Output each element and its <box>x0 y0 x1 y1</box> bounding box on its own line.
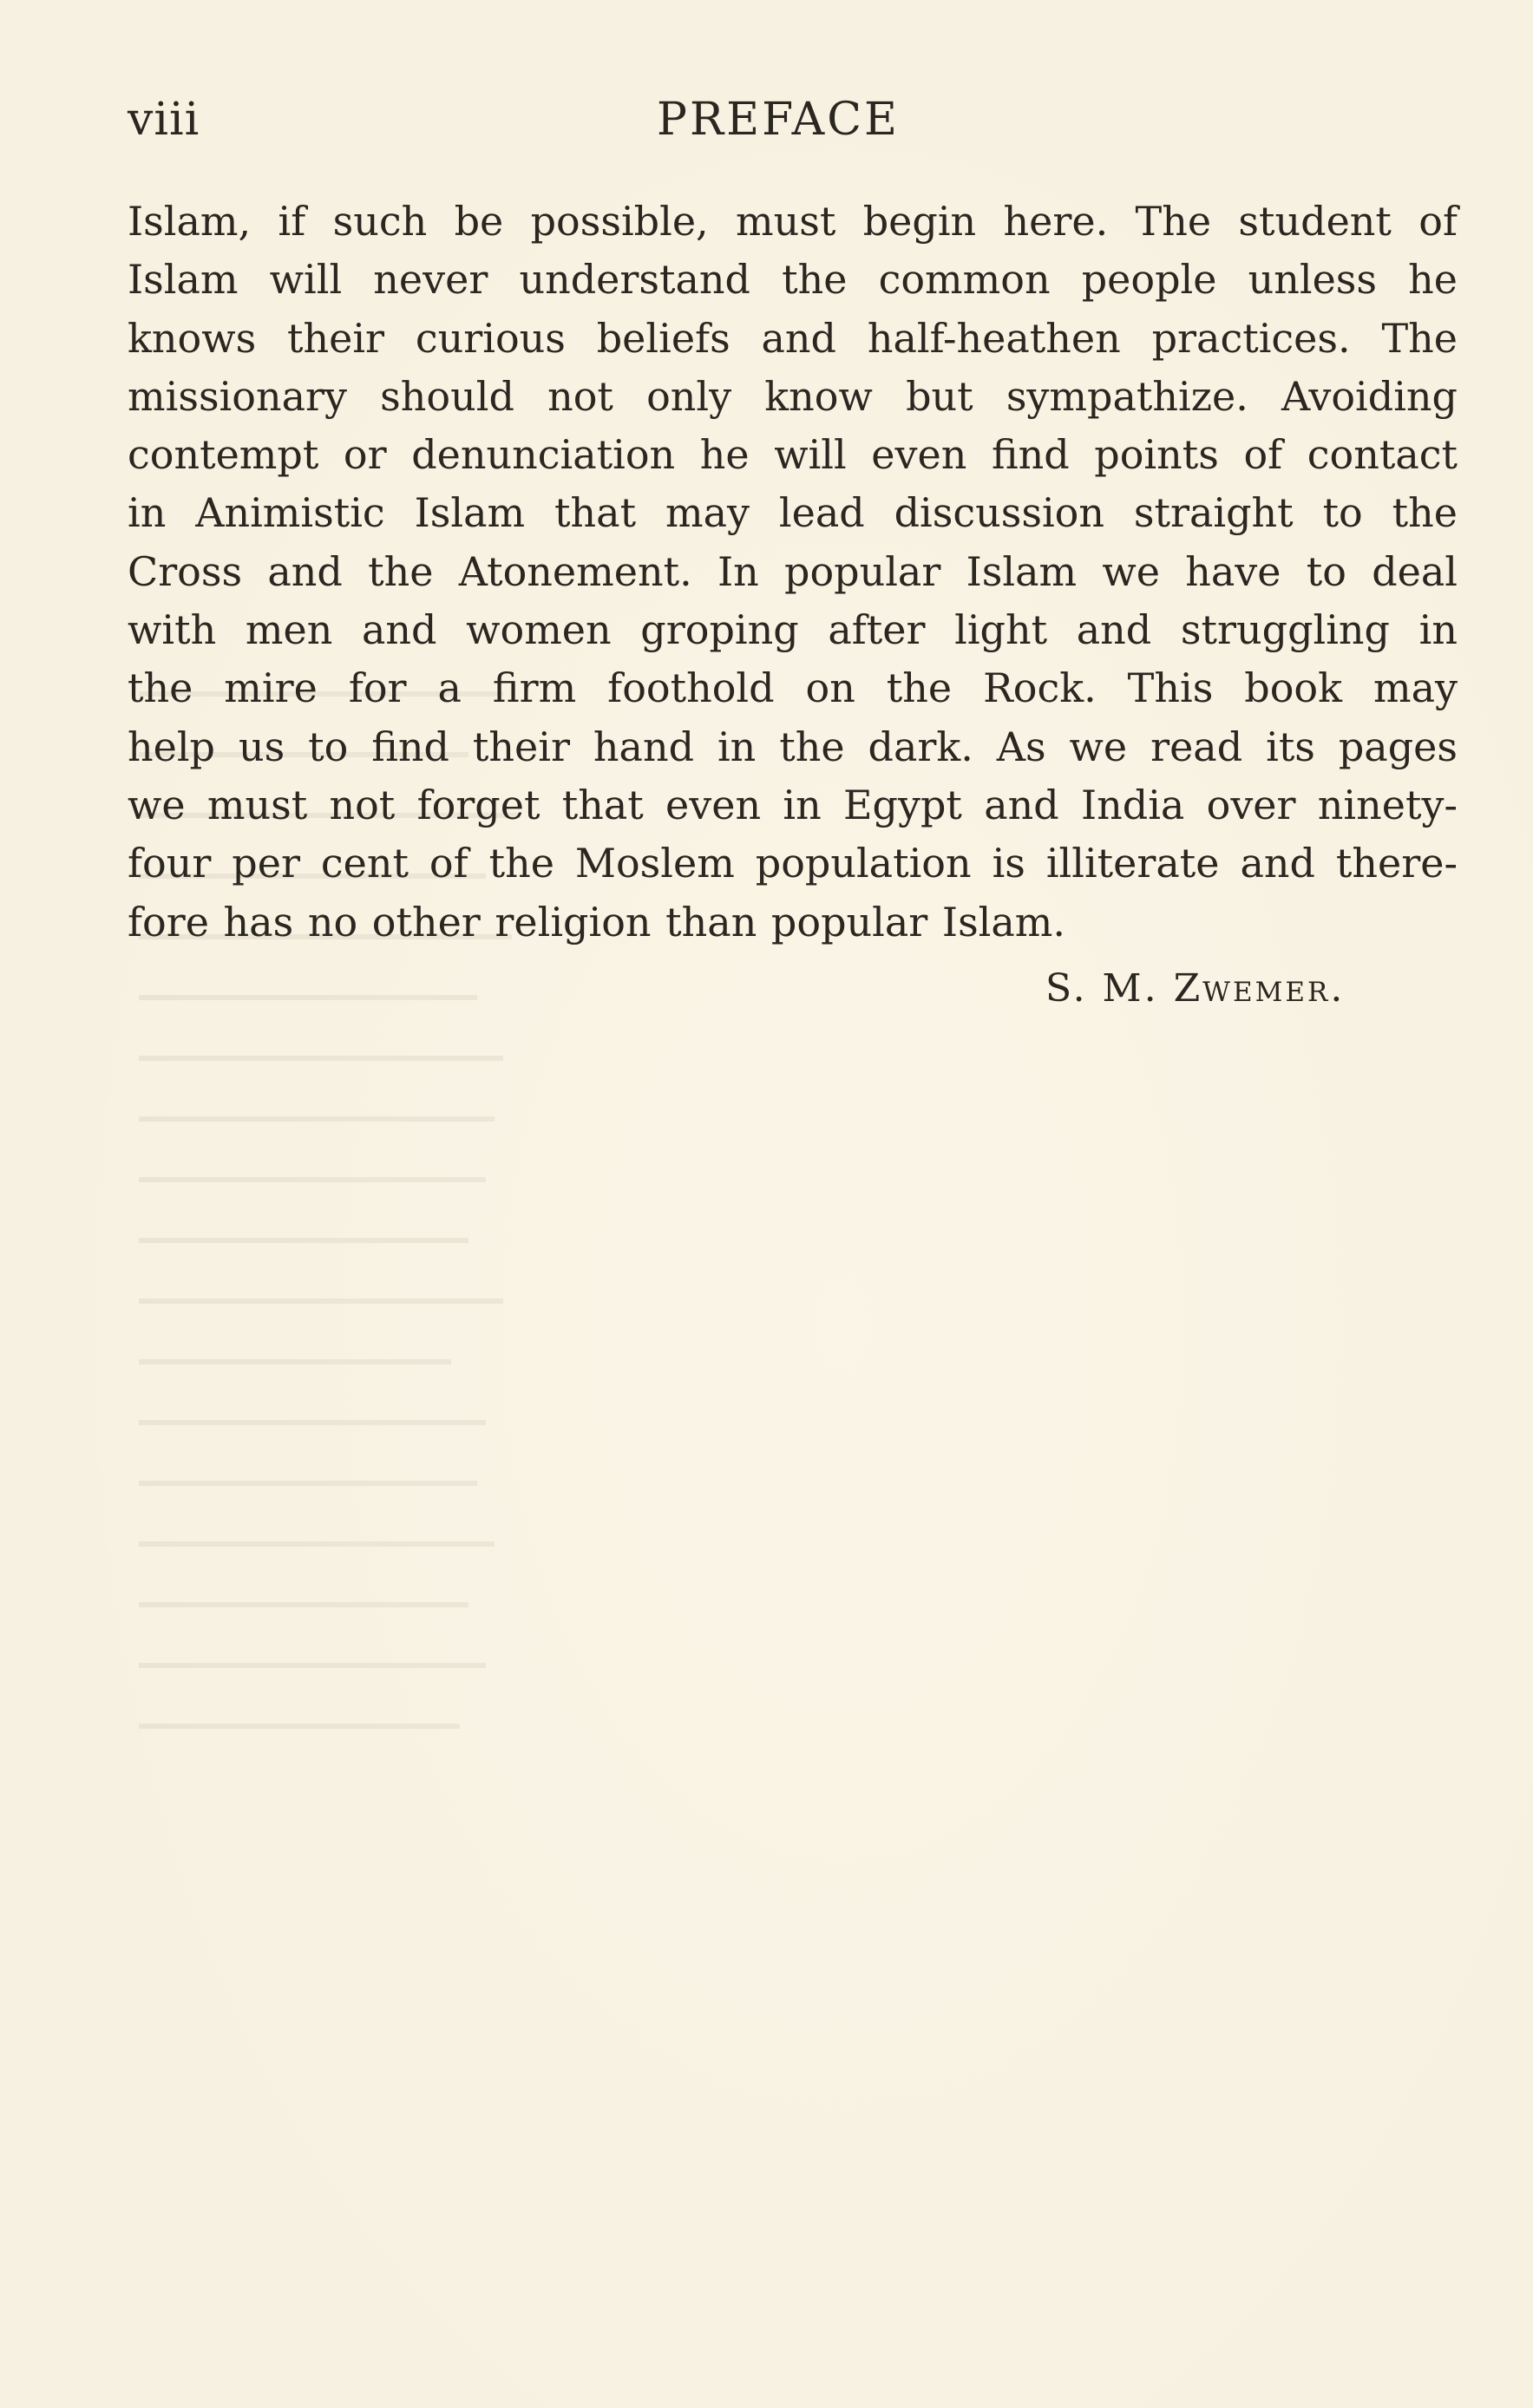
page-number: viii <box>128 94 200 146</box>
running-title: PREFACE <box>657 94 900 146</box>
text-line: knows their curious beliefs and half-heathen practices. The <box>128 314 1458 362</box>
text-line: fore has no other religion than popular Islam. <box>128 898 1066 946</box>
text-line: Islam, if such be possible, must begin here. The student of <box>128 198 1458 245</box>
text-line: four per cent of the Moslem population is illiterate and there- <box>128 840 1458 887</box>
text-line: Cross and the Atonement. In popular Islam we have to deal <box>128 547 1458 595</box>
text-line: with men and women groping after light and struggling in <box>128 606 1458 654</box>
text-line: we must not forget that even in Egypt and India over ninety- <box>128 781 1458 828</box>
preface-paragraph <box>128 193 1458 952</box>
page-header <box>128 94 1458 154</box>
author-signature: S. M. Zwemer. <box>1045 966 1346 1011</box>
text-line: Islam will never understand the common people unless he <box>128 256 1458 304</box>
text-line: in Animistic Islam that may lead discussion straight to the <box>128 489 1458 537</box>
text-line: the mire for a firm foothold on the Rock. This book may <box>128 664 1458 712</box>
text-line: help us to find their hand in the dark. As we read its pages <box>128 723 1458 770</box>
text-line: missionary should not only know but sympathize. Avoiding <box>128 372 1458 420</box>
text-line: contempt or denunciation he will even find points of contact <box>128 431 1458 479</box>
